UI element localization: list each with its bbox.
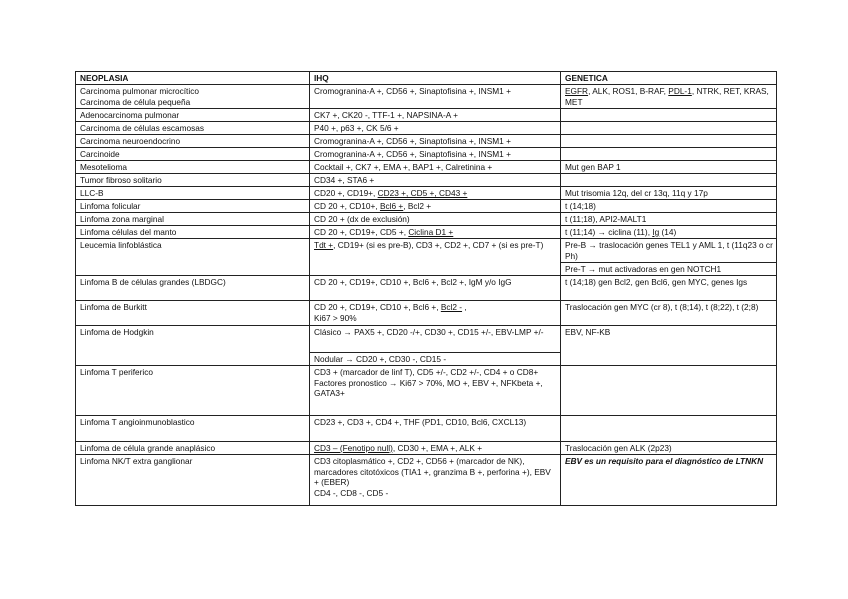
neoplasia-cell: Tumor fibroso solitario — [76, 173, 310, 186]
cell-text: Bcl2 - — [440, 301, 463, 312]
neoplasia-cell: Carcinoma de células escamosas — [76, 121, 310, 134]
ihq-cell: Cromogranina-A +, CD56 +, Sinaptofisina +, INSM1 + — [310, 84, 561, 108]
cell-text: CD3 citoplasmático +, CD2 +, CD56 + (marcador de NK), marcadores citotóxicos (TIA1 +, granzima B +, perforina +), EBV + (EBER) — [314, 455, 551, 488]
genetica-cell: Traslocación gen MYC (cr 8), t (8;14), t (8;22), t (2;8) — [561, 300, 777, 325]
ihq-cell — [310, 441, 561, 454]
table-row — [76, 441, 777, 454]
cell-text: Carcinoma de célula pequeña — [80, 96, 191, 107]
ihq-cell — [310, 300, 561, 325]
cell-text: , ALK, ROS1, B-RAF, — [588, 85, 669, 96]
genetica-cell — [561, 84, 777, 108]
ihq-cell: CD 20 +, CD19+, CD10 +, Bcl6 +, Bcl2 +, IgM y/o IgG — [310, 275, 561, 300]
ihq-cell: CD23 +, CD3 +, CD4 +, THF (PD1, CD10, Bcl6, CXCL13) — [310, 415, 561, 441]
genetica-cell — [561, 365, 777, 415]
table-row — [76, 212, 777, 225]
table-row — [76, 238, 777, 262]
neoplasia-cell: Carcinoma neuroendocrino — [76, 134, 310, 147]
neoplasia-cell: Linfoma de Burkitt — [76, 300, 310, 325]
cell-text: (14) — [659, 226, 677, 237]
genetica-cell: Pre-T → mut activadoras en gen NOTCH1 — [561, 262, 777, 275]
cell-text: EGFR — [565, 85, 589, 96]
neoplasia-cell — [76, 84, 310, 108]
cell-text: Ciclina D1 + — [408, 226, 454, 237]
genetica-cell: Mut trisomia 12q, del cr 13q, 11q y 17p — [561, 186, 777, 199]
cell-text: CD3 + (marcador de linf T), CD5 +/-, CD2 +/-, CD4 + o CD8+ — [314, 366, 539, 377]
table-row — [76, 325, 777, 352]
genetica-cell: Pre-B → traslocación genes TEL1 y AML 1, t (11q23 o cr Ph) — [561, 238, 777, 262]
ihq-cell — [310, 225, 561, 238]
table-row — [76, 186, 777, 199]
genetica-cell: Traslocación gen ALK (2p23) — [561, 441, 777, 454]
genetica-cell — [561, 134, 777, 147]
table-row — [76, 199, 777, 212]
ihq-cell: P40 +, p63 +, CK 5/6 + — [310, 121, 561, 134]
genetica-cell — [561, 147, 777, 160]
neoplasia-cell: Mesotelioma — [76, 160, 310, 173]
cell-text: CD 20 +, CD10+, — [314, 200, 380, 211]
genetica-cell: EBV, NF-KB — [561, 325, 777, 365]
cell-text: CD4 -, CD8 -, CD5 - — [314, 488, 389, 499]
neoplasia-cell: Linfoma T periferico — [76, 365, 310, 415]
neoplasia-cell: Linfoma folicular — [76, 199, 310, 212]
cell-text: Tdt + — [314, 239, 334, 250]
table-row — [76, 173, 777, 186]
genetica-cell — [561, 108, 777, 121]
header-genetica: GENETICA — [561, 72, 777, 85]
ihq-cell: Cromogranina-A +, CD56 +, Sinaptofisina +, INSM1 + — [310, 134, 561, 147]
ihq-cell — [310, 186, 561, 199]
cell-text: , Bcl2 + — [403, 200, 432, 211]
table-row — [76, 84, 777, 108]
cell-text: , NTRK, RET, KRAS, MET — [565, 85, 769, 107]
ihq-cell: Clásico → PAX5 +, CD20 -/+, CD30 +, CD15 +/-, EBV-LMP +/- — [310, 325, 561, 352]
ihq-cell: CK7 +, CK20 -, TTF-1 +, NAPSINA-A + — [310, 108, 561, 121]
genetica-cell — [561, 225, 777, 238]
neoplasia-cell: Linfoma NK/T extra ganglionar — [76, 454, 310, 505]
table-row — [76, 275, 777, 300]
cell-text: PDL-1 — [668, 85, 692, 96]
genetica-cell — [561, 121, 777, 134]
table-row — [76, 121, 777, 134]
neoplasia-cell: Leucemia linfoblástica — [76, 238, 310, 275]
cell-text: Carcinoma pulmonar microcítico — [80, 85, 199, 96]
table-row — [76, 365, 777, 415]
table-row — [76, 160, 777, 173]
header-neoplasia: NEOPLASIA — [76, 72, 310, 85]
cell-text: Ig — [652, 226, 660, 237]
neoplasia-cell: Linfoma B de células grandes (LBDGC) — [76, 275, 310, 300]
cell-text: CD23 +, CD5 +, CD43 + — [377, 187, 468, 198]
genetica-cell — [561, 415, 777, 441]
neoplasia-cell: Linfoma T angioinmunoblastico — [76, 415, 310, 441]
cell-text: CD20 +, CD19+, — [314, 187, 378, 198]
neoplasia-cell: Linfoma células del manto — [76, 225, 310, 238]
cell-text: CD 20 +, CD19+, CD5 +, — [314, 226, 409, 237]
genetica-cell — [561, 173, 777, 186]
ihq-cell — [310, 199, 561, 212]
ihq-cell: Nodular → CD20 +, CD30 -, CD15 - — [310, 352, 561, 365]
header-ihq: IHQ — [310, 72, 561, 85]
table-row — [76, 147, 777, 160]
ihq-cell: Cocktail +, CK7 +, EMA +, BAP1 +, Calretinina + — [310, 160, 561, 173]
cell-text: CD 20 +, CD19+, CD10 +, Bcl6 +, — [314, 301, 441, 312]
genetica-cell: t (11;18), API2-MALT1 — [561, 212, 777, 225]
neoplasia-cell: Linfoma zona marginal — [76, 212, 310, 225]
cell-text: , CD30 +, EMA +, ALK + — [392, 442, 483, 453]
ihq-cell: CD34 +, STA6 + — [310, 173, 561, 186]
table-row — [76, 108, 777, 121]
neoplasia-cell: Carcinoide — [76, 147, 310, 160]
ihq-cell — [310, 365, 561, 415]
genetica-cell: t (14;18) gen Bcl2, gen Bcl6, gen MYC, genes Igs — [561, 275, 777, 300]
neoplasia-cell: LLC-B — [76, 186, 310, 199]
neoplasia-table — [75, 71, 777, 506]
table-row — [76, 225, 777, 238]
cell-text: CD3 – (Fenotipo null) — [314, 442, 393, 453]
genetica-cell: t (14;18) — [561, 199, 777, 212]
cell-text: Factores pronostico → Ki67 > 70%, MO +, EBV +, NFKbeta +, GATA3+ — [314, 377, 543, 399]
table-row — [76, 415, 777, 441]
ihq-cell — [310, 454, 561, 505]
table-header-row — [76, 72, 777, 85]
cell-text: Bcl6 + — [379, 200, 404, 211]
table-row — [76, 134, 777, 147]
ihq-cell — [310, 238, 561, 275]
table-row — [76, 300, 777, 325]
cell-text: , — [462, 301, 467, 312]
genetica-cell: EBV es un requisito para el diagnóstico de LTNKN — [561, 454, 777, 505]
ihq-cell: Cromogranina-A +, CD56 +, Sinaptofisina +, INSM1 + — [310, 147, 561, 160]
neoplasia-cell: Linfoma de Hodgkin — [76, 325, 310, 365]
genetica-cell: Mut gen BAP 1 — [561, 160, 777, 173]
table-row — [76, 454, 777, 505]
neoplasia-cell: Linfoma de célula grande anaplásico — [76, 441, 310, 454]
cell-text: , CD19+ (si es pre-B), CD3 +, CD2 +, CD7 + (si es pre-T) — [333, 239, 544, 250]
cell-text: t (11;14) → ciclina (11), — [565, 226, 653, 237]
cell-text: Ki67 > 90% — [314, 312, 357, 323]
neoplasia-cell: Adenocarcinoma pulmonar — [76, 108, 310, 121]
ihq-cell: CD 20 + (dx de exclusión) — [310, 212, 561, 225]
